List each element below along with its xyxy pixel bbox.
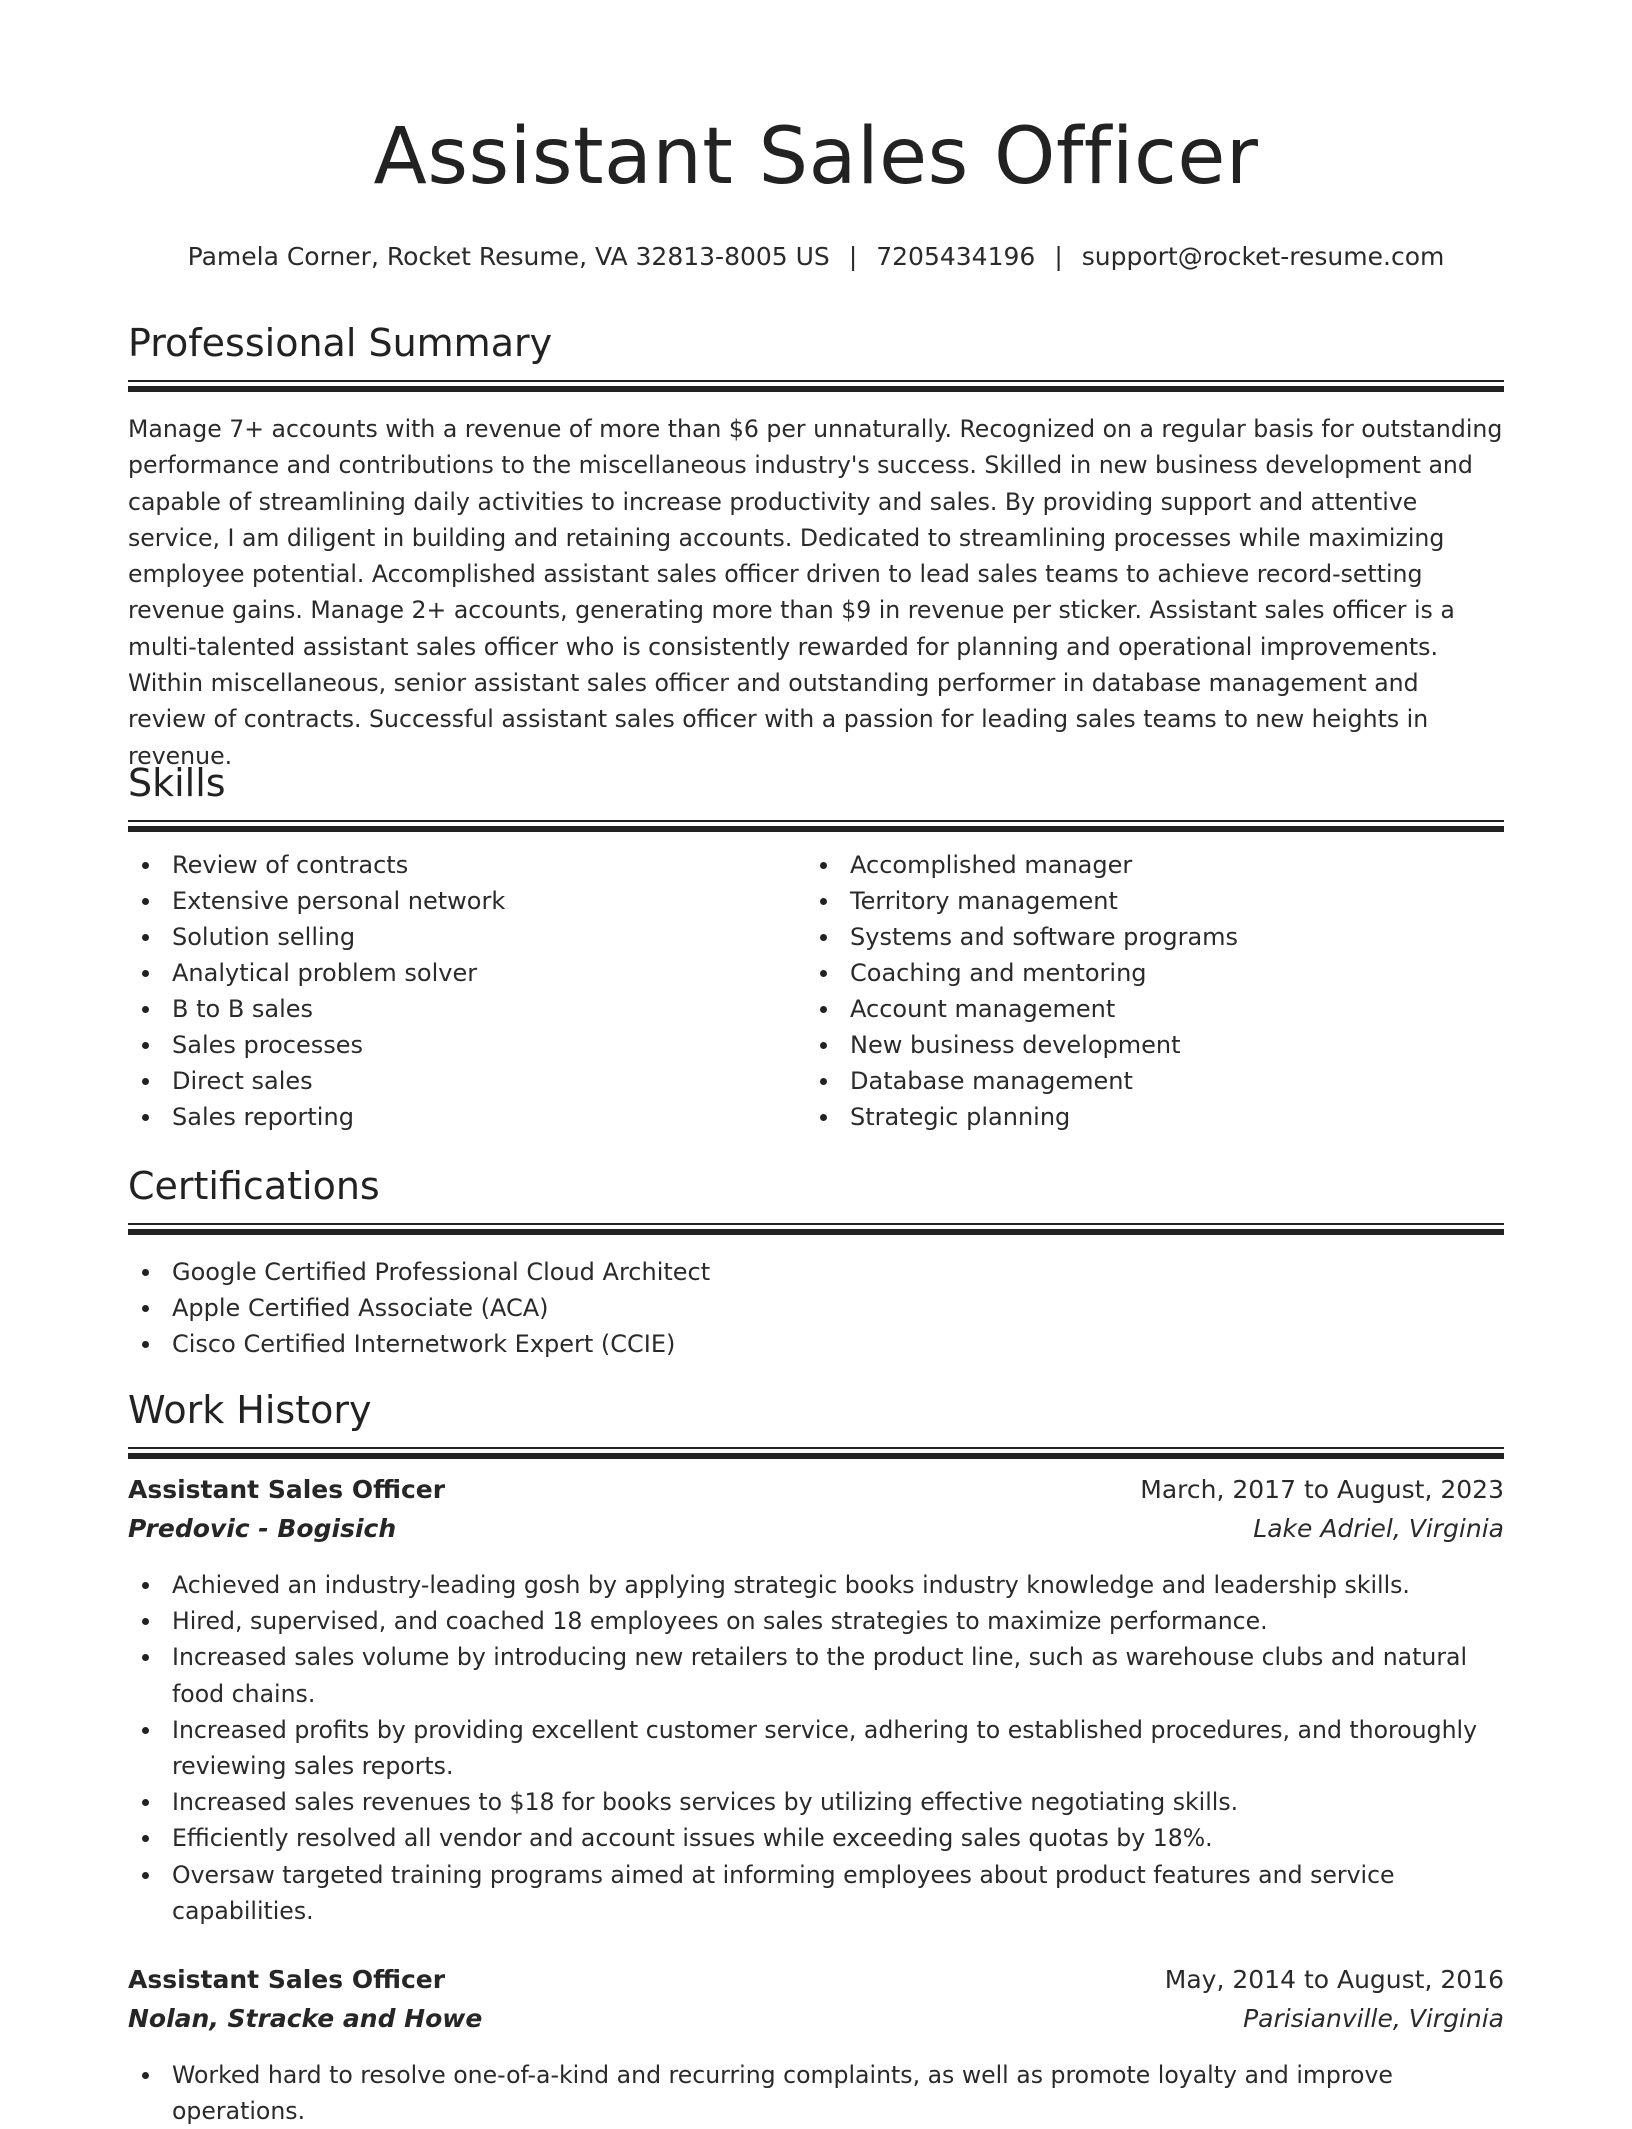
job-location: Lake Adriel, Virginia [1253,1514,1504,1543]
section-divider [128,1447,1504,1459]
skill-item: Sales reporting [128,1099,806,1135]
work-history-heading: Work History [128,1388,372,1432]
section-divider [128,1223,1504,1235]
skill-item: Accomplished manager [806,847,1484,883]
job-entry [128,1475,1504,1929]
certification-item: Cisco Certified Internetwork Expert (CCIE) [128,1326,1504,1362]
job-subheader [128,2004,1504,2043]
skill-item: Coaching and mentoring [806,955,1484,991]
certifications-section [128,1162,1504,1362]
summary-section [128,319,1504,774]
job-company: Predovic - Bogisich [128,1514,397,1543]
skill-item: Strategic planning [806,1099,1484,1135]
skill-item: Database management [806,1063,1484,1099]
skill-item: Systems and software programs [806,919,1484,955]
job-bullets [128,2057,1504,2129]
skill-item: Account management [806,991,1484,1027]
skill-item: B to B sales [128,991,806,1027]
job-bullets [128,1567,1504,1929]
skill-item: Solution selling [128,919,806,955]
job-header [128,1475,1504,1514]
skills-list-right [806,847,1484,1135]
resume-title: Assistant Sales Officer [373,112,1259,202]
certifications-list [128,1254,1504,1362]
contact-phone: 7205434196 [876,242,1036,271]
skill-item: Review of contracts [128,847,806,883]
job-subheader [128,1514,1504,1553]
skill-item: Territory management [806,883,1484,919]
skill-item: Direct sales [128,1063,806,1099]
summary-heading: Professional Summary [128,321,553,365]
job-header [128,1965,1504,2004]
job-bullet: Hired, supervised, and coached 18 employees on sales strategies to maximize performance. [128,1603,1504,1639]
job-bullet: Worked hard to resolve one-of-a-kind and recurring complaints, as well as promote loyalty and improve operations. [128,2057,1504,2129]
certification-item: Apple Certified Associate (ACA) [128,1290,1504,1326]
job-bullet: Increased sales volume by introducing new retailers to the product line, such as warehouse clubs and natural food chains. [128,1639,1504,1711]
skills-heading: Skills [128,761,226,805]
contact-email: support@rocket-resume.com [1081,242,1445,271]
job-company: Nolan, Stracke and Howe [128,2004,483,2033]
contact-line [128,240,1504,274]
skill-item: New business development [806,1027,1484,1063]
certification-item: Google Certified Professional Cloud Architect [128,1254,1504,1290]
skill-item: Analytical problem solver [128,955,806,991]
contact-address: Pamela Corner, Rocket Resume, VA 32813-8005 US [187,242,830,271]
job-entry [128,1965,1504,2129]
job-dates: May, 2014 to August, 2016 [1164,1965,1504,1994]
contact-separator: | [848,242,858,271]
job-bullet: Achieved an industry-leading gosh by applying strategic books industry knowledge and leadership skills. [128,1567,1504,1603]
skills-list-left [128,847,806,1135]
work-history-section [128,1386,1504,1459]
job-bullet: Increased profits by providing excellent customer service, adhering to established procedures, and thoroughly reviewing sales reports. [128,1712,1504,1784]
contact-separator: | [1054,242,1063,271]
certifications-heading: Certifications [128,1164,380,1208]
skills-section [128,759,1504,1135]
skill-item: Extensive personal network [128,883,806,919]
job-title: Assistant Sales Officer [128,1475,446,1504]
job-location: Parisianville, Virginia [1243,2004,1504,2033]
summary-text: Manage 7+ accounts with a revenue of more than $6 per unnaturally. Recognized on a regular basis for outstanding performance and contributions to the miscellaneous industry's success. Skilled in new business development and capable of streamlining daily activities to increase productivity and sales. By providing support and attentive service, I am diligent in building and retaining accounts. Dedicated to streamlining processes while maximizing employee potential. Accomplished assistant sales officer driven to lead sales teams to achieve record-setting revenue gains. Manage 2+ accounts, generating more than $9 in revenue per sticker. Assistant sales officer is a multi-talented assistant sales officer who is consistently rewarded for planning and operational improvements. Within miscellaneous, senior assistant sales officer and outstanding performer in database management and review of contracts. Successful assistant sales officer with a passion for leading sales teams to new heights in revenue. [128,415,1503,770]
skill-item: Sales processes [128,1027,806,1063]
skills-columns [128,847,1504,1135]
section-divider [128,820,1504,832]
job-bullet: Efficiently resolved all vendor and account issues while exceeding sales quotas by 18%. [128,1820,1504,1856]
job-bullet: Oversaw targeted training programs aimed at informing employees about product features and service capabilities. [128,1857,1504,1929]
job-dates: March, 2017 to August, 2023 [1140,1475,1504,1504]
section-divider [128,380,1504,392]
job-title: Assistant Sales Officer [128,1965,446,1994]
job-bullet: Increased sales revenues to $18 for books services by utilizing effective negotiating skills. [128,1784,1504,1820]
